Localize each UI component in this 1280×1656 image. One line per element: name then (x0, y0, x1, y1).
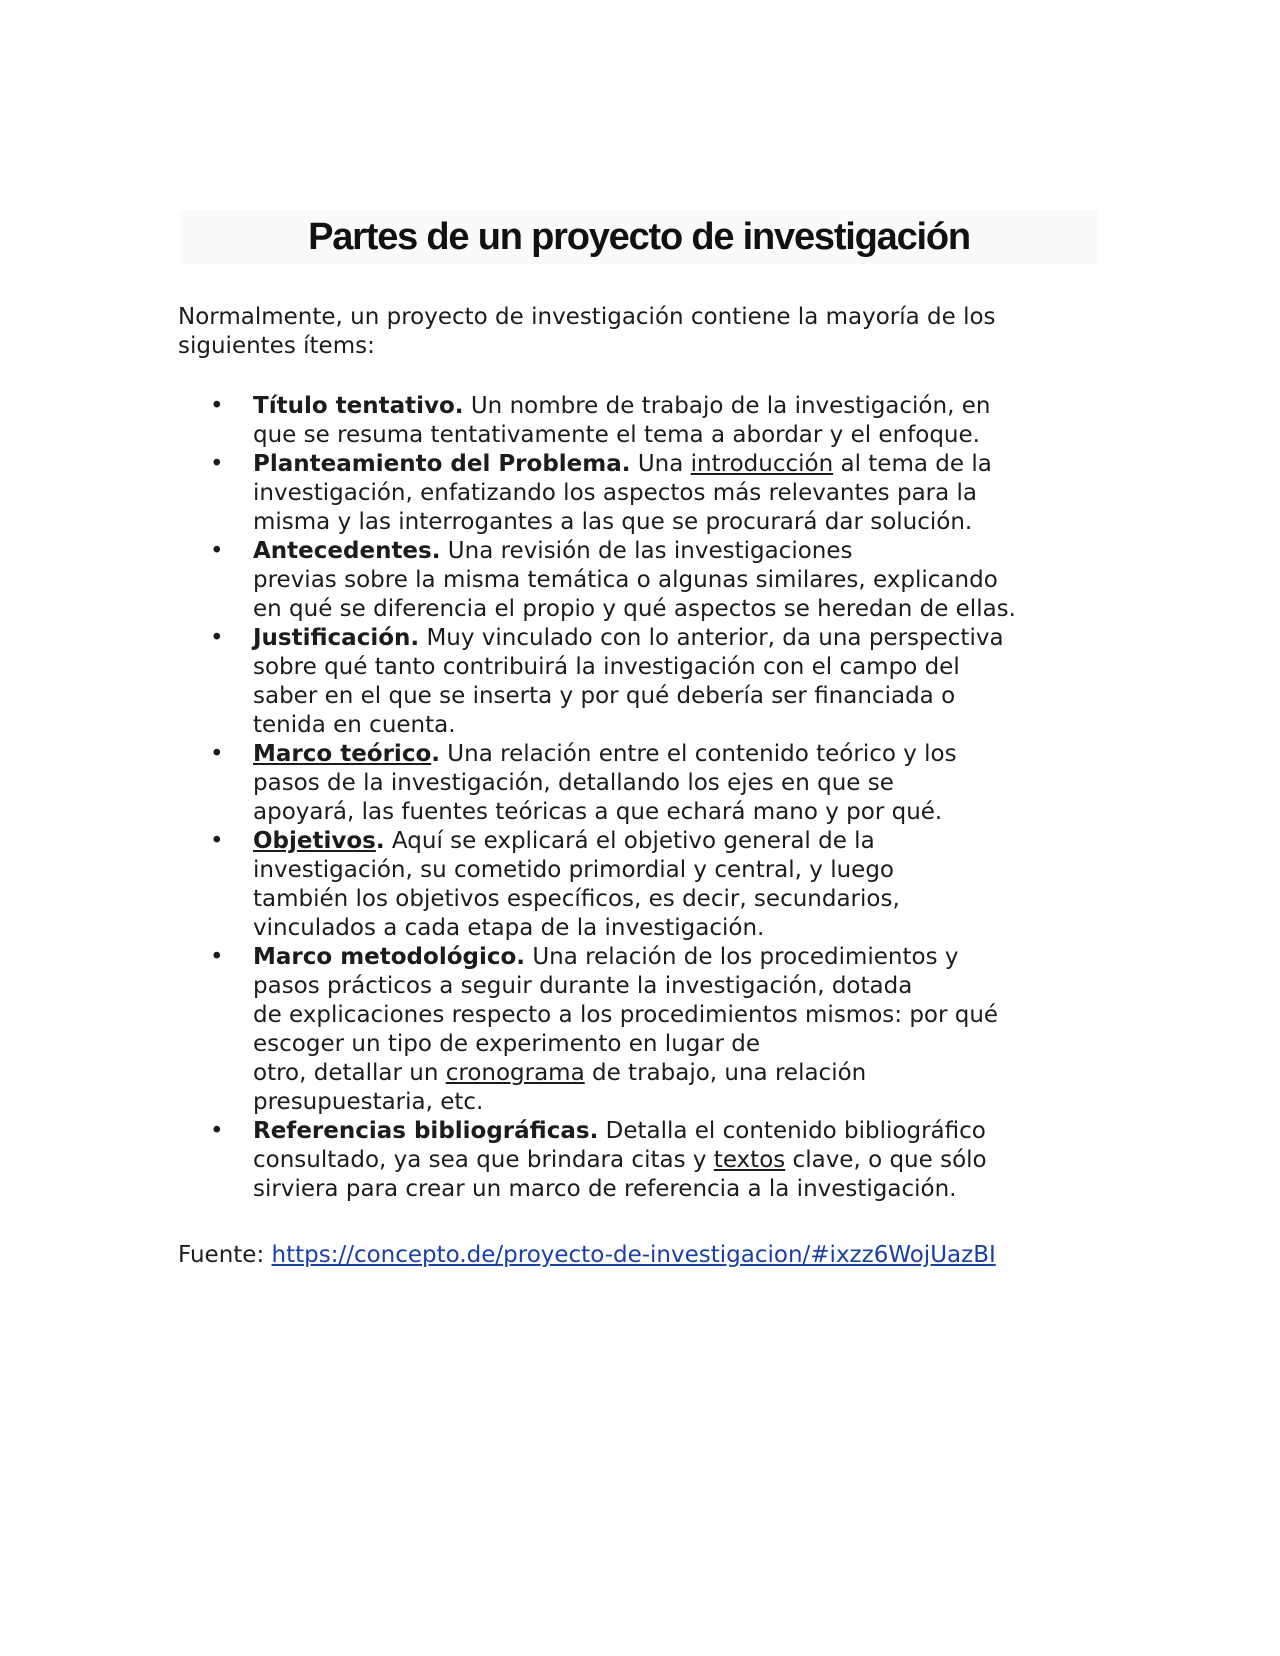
bullet-icon: • (210, 625, 224, 651)
list-item-antecedentes (178, 537, 1098, 624)
item-line (253, 450, 1098, 479)
item-title: Justificación. (253, 625, 420, 651)
item-text: otro, detallar un (253, 1060, 446, 1086)
title-bar (180, 210, 1098, 264)
objetivos-link[interactable]: Objetivos (253, 828, 376, 854)
list-item-titulo-tentativo (178, 392, 1098, 450)
bullet-icon: • (210, 741, 224, 767)
item-line (253, 1146, 1098, 1175)
source-url-link[interactable]: https://concepto.de/proyecto-de-investigacion/#ixzz6WojUazBI (271, 1242, 996, 1268)
item-line (253, 943, 1098, 972)
item-title-dot: . (375, 828, 385, 854)
bullet-icon: • (210, 944, 224, 970)
item-line (253, 392, 1098, 421)
item-title (253, 741, 440, 767)
marco-teorico-link[interactable]: Marco teórico (253, 741, 432, 767)
item-text: consultado, ya sea que brindara citas y (253, 1147, 714, 1173)
item-title: Referencias bibliográficas. (253, 1118, 599, 1144)
item-line: previas sobre la misma temática o algunas similares, explicando (253, 567, 998, 593)
bullet-icon: • (210, 538, 224, 564)
item-line (253, 624, 1098, 653)
item-text: Una relación entre el contenido teórico y los (440, 741, 957, 767)
items-list (178, 392, 1098, 1204)
list-item-referencias (178, 1117, 1098, 1204)
item-text: Una relación de los procedimientos y (525, 944, 959, 970)
item-title-dot: . (431, 741, 440, 767)
intro-line: Normalmente, un proyecto de investigación contiene la mayoría de los (178, 304, 996, 330)
bullet-icon: • (210, 828, 224, 854)
item-line: escoger un tipo de experimento en lugar de (253, 1031, 760, 1057)
item-line: saber en el que se inserta y por qué debería ser financiada o (253, 683, 956, 709)
item-line: que se resuma tentativamente el tema a abordar y el enfoque. (253, 422, 980, 448)
introduccion-link[interactable]: introducción (690, 451, 834, 477)
item-line: de explicaciones respecto a los procedimientos mismos: por qué (253, 1002, 999, 1028)
intro-paragraph (178, 303, 1098, 361)
item-line: en qué se diferencia el propio y qué aspectos se heredan de ellas. (253, 596, 1016, 622)
item-line (253, 537, 1098, 566)
item-line: vinculados a cada etapa de la investigación. (253, 915, 765, 941)
item-text: Un nombre de trabajo de la investigación, en (463, 393, 991, 419)
item-line: apoyará, las fuentes teóricas a que echará mano y por qué. (253, 799, 943, 825)
item-title: Antecedentes. (253, 538, 441, 564)
list-item-justificacion (178, 624, 1098, 740)
source-line (178, 1241, 996, 1270)
item-text: Aquí se explicará el objetivo general de la (384, 828, 875, 854)
list-item-objetivos (178, 827, 1098, 943)
item-line: también los objetivos específicos, es decir, secundarios, (253, 886, 900, 912)
item-line: misma y las interrogantes a las que se procurará dar solución. (253, 509, 973, 535)
item-line (253, 1059, 1098, 1088)
item-title: Planteamiento del Problema. (253, 451, 631, 477)
bullet-icon: • (210, 1118, 224, 1144)
item-title: Título tentativo. (253, 393, 464, 419)
intro-line: siguientes ítems: (178, 333, 375, 359)
textos-link[interactable]: textos (713, 1147, 786, 1173)
item-line: investigación, enfatizando los aspectos más relevantes para la (253, 480, 978, 506)
bullet-icon: • (210, 451, 224, 477)
list-item-marco-teorico (178, 740, 1098, 827)
list-item-planteamiento (178, 450, 1098, 537)
item-line: sobre qué tanto contribuirá la investigación con el campo del (253, 654, 960, 680)
item-line (253, 1117, 1098, 1146)
item-line: pasos prácticos a seguir durante la investigación, dotada (253, 973, 913, 999)
item-text: Una (630, 451, 691, 477)
item-text: de trabajo, una relación (584, 1060, 867, 1086)
page-title: Partes de un proyecto de investigación (308, 215, 970, 258)
item-line: tenida en cuenta. (253, 712, 456, 738)
item-title: Marco metodológico. (253, 944, 526, 970)
item-line: pasos de la investigación, detallando los ejes en que se (253, 770, 894, 796)
item-line (253, 827, 1098, 856)
bullet-icon: • (210, 393, 224, 419)
item-line: presupuestaria, etc. (253, 1089, 484, 1115)
item-text: Muy vinculado con lo anterior, da una perspectiva (419, 625, 1004, 651)
item-text: Una revisión de las investigaciones (440, 538, 853, 564)
item-line (253, 740, 1098, 769)
item-text: al tema de la (833, 451, 992, 477)
item-line: investigación, su cometido primordial y central, y luego (253, 857, 895, 883)
item-text: clave, o que sólo (785, 1147, 987, 1173)
item-line: sirviera para crear un marco de referencia a la investigación. (253, 1176, 957, 1202)
item-title (253, 828, 385, 854)
item-text: Detalla el contenido bibliográfico (598, 1118, 986, 1144)
source-label: Fuente: (178, 1242, 272, 1268)
cronograma-link[interactable]: cronograma (445, 1060, 585, 1086)
list-item-marco-metodologico (178, 943, 1098, 1117)
